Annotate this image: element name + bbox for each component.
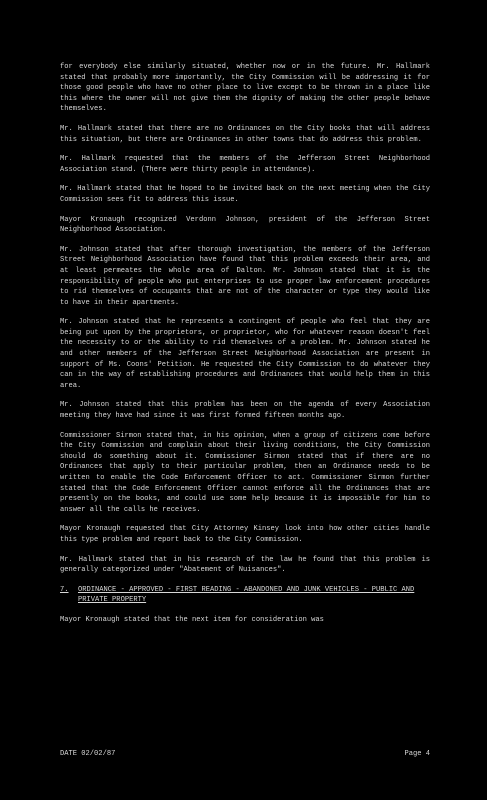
- paragraph: Mr. Hallmark stated that in his research of the law he found that this problem is generally categorized under "Abatement of Nuisances".: [60, 555, 430, 575]
- paragraph: Mayor Kronaugh requested that City Attorney Kinsey look into how other cities handle this type problem and report back to the City Commission.: [60, 525, 430, 544]
- paragraph: Mr. Hallmark stated that there are no Ordinances on the City books that will address this situation, but there are Ordinances in other towns that do address this problem.: [60, 124, 430, 144]
- paragraph: Mr. Johnson stated that this problem has been on the agenda of every Association meeting they have had since it was first formed fifteen months ago.: [60, 401, 430, 421]
- agenda-item-title: ORDINANCE - APPROVED - FIRST READING - ABANDONED AND JUNK VEHICLES - PUBLIC AND PRIVATE PROPERTY: [78, 585, 415, 605]
- paragraph: for everybody else similarly situated, whether now or in the future. Mr. Hallmark stated that probably more importantly, the City Commission will be addressing it for those good people who have no other place to live except to be thrown in a place like this where the owner will not give them the dignity of making the other people behave themselves.: [60, 63, 430, 114]
- paragraph: Mr. Johnson stated that after thorough investigation, the members of the Jefferson Street Neighborhood Association have found that this problem exceeds their area, and at least permeates the whole area of Dalton. Mr. Johnson stated that it is the responsibility of people who put enterprises to use proper law enforcement procedures to rid themselves of occupants that are not of the character or type they would like to have in their apartments.: [60, 245, 430, 307]
- paragraph: Mr. Hallmark requested that the members of the Jefferson Street Neighborhood Association stand. (There were thirty people in attendance).: [60, 155, 430, 174]
- footer-page-number: Page 4: [404, 750, 430, 758]
- minutes-body: [60, 62, 430, 635]
- closing-paragraph: Mayor Kronaugh stated that the next item for consideration was: [60, 615, 324, 624]
- agenda-item-number: 7.: [60, 585, 69, 594]
- paragraph: Mr. Johnson stated that he represents a contingent of people who feel that they are being put upon by the proprietors, or proprietor, who for whatever reason doesn't feel the necessity to or the ability to rid themselves of a problem. Mr. Johnson stated he and other members of the Jefferson Street Neighborhood Association are present in support of Ms. Coons' Petition. He requested the City Commission to do whatever they can in the way of establishing procedures and Ordinances that would help them in this area.: [60, 318, 430, 390]
- paragraph: Mr. Hallmark stated that he hoped to be invited back on the next meeting when the City Commission sees fit to address this issue.: [60, 185, 430, 204]
- paragraph: Commissioner Sirmon stated that, in his opinion, when a group of citizens come before the City Commission and complain about their living conditions, the City Commission should do something about it. Commissioner Sirmon stated that if there are no Ordinances that apply to their particular problem, then an Ordinance needs to be written to enable the Code Enforcement Officer to act. Commissioner Sirmon further stated that the Code Enforcement Officer cannot enforce all the Ordinances that are presently on the books, and could use some help because it is impossible for him to answer all the calls he receives.: [60, 431, 430, 514]
- page-footer: [60, 749, 430, 760]
- footer-date: DATE 02/02/87: [60, 750, 116, 758]
- paragraph: Mayor Kronaugh recognized Verdonn Johnson, president of the Jefferson Street Neighborhood Association.: [60, 215, 430, 235]
- agenda-item-heading: [60, 585, 430, 606]
